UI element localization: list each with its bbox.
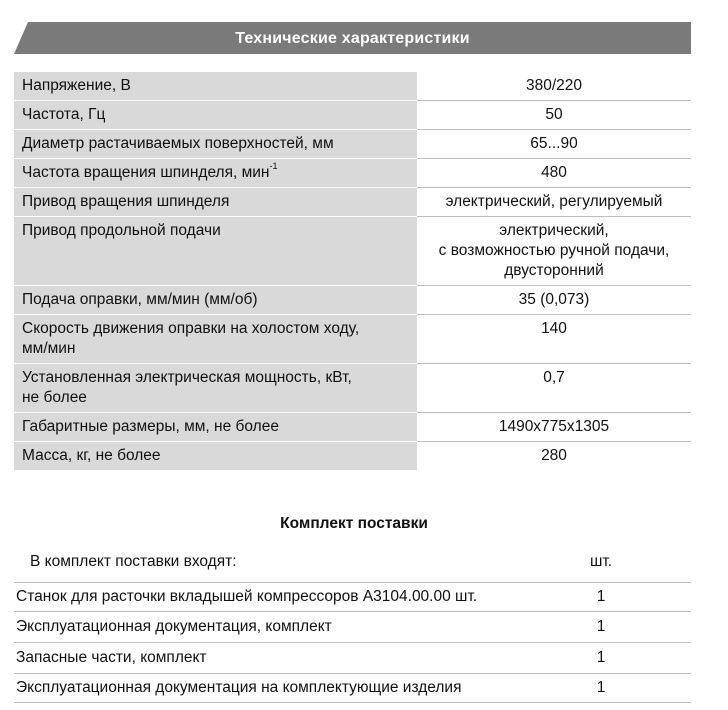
spec-label-line: мм/мин bbox=[22, 340, 76, 357]
kit-header-qty: шт. bbox=[481, 552, 691, 583]
spec-value: 140 bbox=[417, 315, 691, 364]
spec-label: Диаметр растачиваемых поверхностей, мм bbox=[14, 130, 417, 159]
kit-table bbox=[14, 552, 691, 703]
spec-row bbox=[14, 217, 691, 286]
spec-value-line: с возможностью ручной подачи, bbox=[438, 242, 670, 259]
kit-title: Комплект поставки bbox=[280, 515, 428, 532]
spec-label: Частота, Гц bbox=[14, 101, 417, 130]
spec-value: 280 bbox=[541, 447, 567, 464]
spec-row bbox=[14, 159, 691, 188]
spec-row bbox=[14, 364, 691, 413]
specs-title: Технические характеристики bbox=[235, 30, 470, 47]
kit-item-qty: 1 bbox=[481, 674, 691, 703]
spec-label-superscript: -1 bbox=[269, 160, 278, 171]
spec-row bbox=[14, 413, 691, 442]
spec-row bbox=[14, 188, 691, 217]
kit-row bbox=[14, 643, 691, 674]
spec-value: 380/220 bbox=[417, 72, 691, 101]
spec-label: Привод продольной подачи bbox=[14, 217, 417, 286]
kit-item-name: Эксплуатационная документация на комплектующие изделия bbox=[14, 674, 481, 703]
spec-value-multiline bbox=[417, 217, 691, 286]
spec-row bbox=[14, 72, 691, 101]
specs-banner bbox=[14, 22, 691, 54]
spec-label: Масса, кг, не более bbox=[14, 442, 417, 471]
kit-row bbox=[14, 612, 691, 643]
spec-label-line: не более bbox=[22, 389, 87, 406]
spec-value-line: двусторонний bbox=[504, 262, 604, 279]
kit-item-qty: 1 bbox=[481, 643, 691, 674]
spec-value: 50 bbox=[417, 101, 691, 130]
spec-value: 1490x775x1305 bbox=[417, 413, 691, 442]
spec-label: Напряжение, В bbox=[14, 72, 417, 101]
kit-item-name: Станок для расточки вкладышей компрессоров А3104.00.00 шт. bbox=[14, 583, 481, 612]
kit-header-name: В комплект поставки входят: bbox=[14, 552, 481, 583]
spec-label-line: Установленная электрическая мощность, кВт, bbox=[22, 369, 352, 386]
spec-row bbox=[14, 130, 691, 159]
spec-row bbox=[14, 442, 691, 471]
kit-item-qty: 1 bbox=[481, 612, 691, 643]
spec-value: электрический, регулируемый bbox=[417, 188, 691, 217]
spec-row bbox=[14, 286, 691, 315]
spec-label-multiline bbox=[14, 315, 417, 364]
spec-label: Габаритные размеры, мм, не более bbox=[14, 413, 417, 442]
kit-item-name: Эксплуатационная документация, комплект bbox=[14, 612, 481, 643]
kit-row bbox=[14, 583, 691, 612]
spec-value: 65...90 bbox=[417, 130, 691, 159]
spec-value: 35 (0,073) bbox=[417, 286, 691, 315]
spec-value: 0,7 bbox=[417, 364, 691, 413]
spec-row bbox=[14, 315, 691, 364]
spec-label: Подача оправки, мм/мин (мм/об) bbox=[14, 286, 417, 315]
kit-row bbox=[14, 674, 691, 703]
kit-item-qty: 1 bbox=[481, 583, 691, 612]
spec-label-multiline bbox=[14, 364, 417, 413]
kit-header-row bbox=[14, 552, 691, 583]
kit-item-name: Запасные части, комплект bbox=[14, 643, 481, 674]
spec-value-line: электрический, bbox=[499, 222, 609, 239]
spec-row bbox=[14, 101, 691, 130]
spec-label-cell bbox=[14, 159, 417, 188]
spec-label-line: Скорость движения оправки на холостом ходу, bbox=[22, 320, 360, 337]
spec-value: 480 bbox=[417, 159, 691, 188]
specs-table bbox=[14, 72, 691, 471]
spec-label: Привод вращения шпинделя bbox=[14, 188, 417, 217]
spec-label: Частота вращения шпинделя, мин bbox=[22, 164, 270, 181]
